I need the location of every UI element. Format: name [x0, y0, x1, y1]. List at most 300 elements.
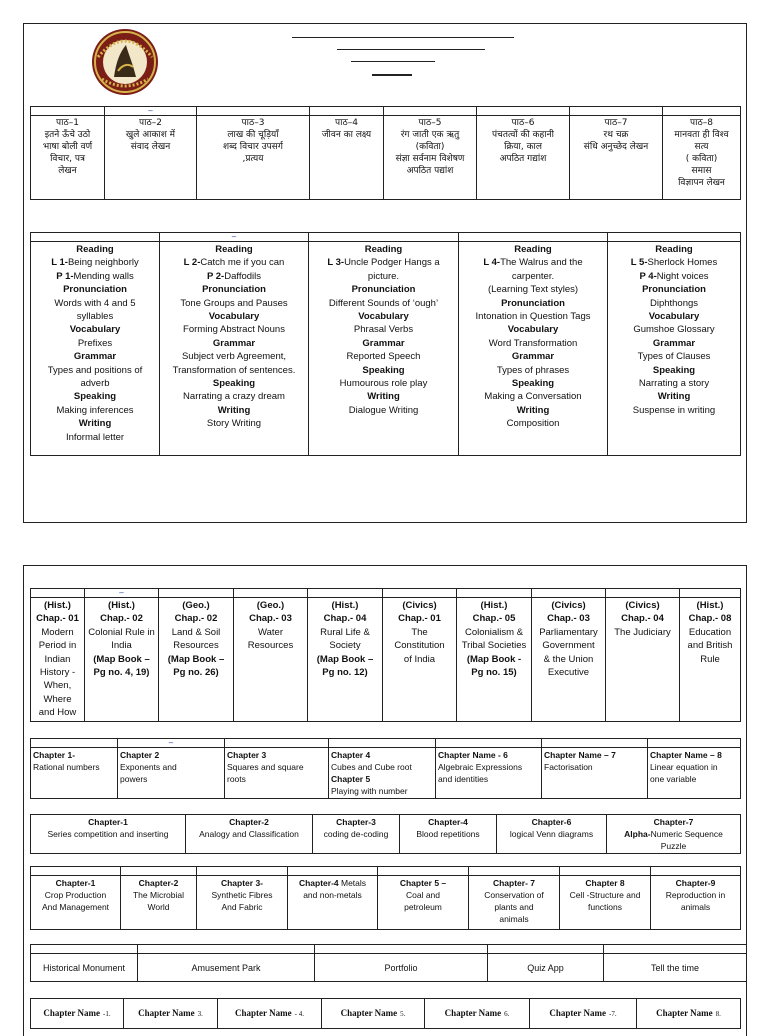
english-line: [162, 377, 306, 390]
sst-map-ref: Pg no. 12): [322, 667, 368, 679]
english-line: [162, 310, 306, 323]
english-line-bold: P 1-: [56, 270, 74, 282]
english-line: [311, 404, 456, 417]
header-dash: –: [85, 589, 159, 598]
science-header-row: [31, 867, 741, 876]
english-line-bold: P 2-: [206, 270, 225, 282]
science-chapter-label: [471, 877, 557, 889]
english-unit-cell: [160, 242, 309, 456]
sst-map-ref: (Map Book -: [466, 653, 522, 665]
reasoning-chapter-title: [188, 828, 310, 840]
sst-chapter-cell: [31, 598, 85, 722]
english-line-text: Catch me if you can: [200, 257, 285, 269]
english-line-text: Story Writing: [206, 418, 262, 430]
chapter-name-suffix: 5.: [400, 1010, 406, 1018]
lesson-topic: ( कविता): [685, 154, 718, 164]
english-line: [33, 364, 157, 377]
sst-chapter-title: Executive: [547, 667, 590, 679]
sst-chapter-label: (Geo.): [182, 600, 210, 611]
english-line: [311, 310, 456, 323]
hindi-lesson-cell: [384, 116, 477, 200]
lesson-topic: अपठित पद्यांश: [406, 166, 454, 176]
english-line: [461, 297, 605, 310]
reasoning-content-row: [31, 815, 741, 854]
english-line: [610, 350, 738, 363]
science-chapter-title: Coal and: [405, 890, 441, 900]
english-line: [162, 404, 306, 417]
science-chapter-title: And Management: [41, 902, 110, 912]
sst-chapter-cell: [680, 598, 741, 722]
english-line-bold: Speaking: [362, 364, 405, 376]
english-line: [33, 404, 157, 417]
reasoning-chapter-cell: [400, 815, 497, 854]
lesson-topic: संधि अनुच्छेद लेखन: [583, 142, 649, 152]
reasoning-title-text: Series competition and inserting: [47, 829, 169, 839]
reasoning-title-text: Blood repetitions: [416, 829, 480, 839]
english-line: [162, 256, 306, 269]
maths-chapter-cell: [436, 748, 542, 799]
lesson-topic: रंग जाती एक ऋतु: [400, 130, 460, 140]
header-dash: –: [105, 107, 197, 116]
lesson-topic: क्रिया, काल: [504, 142, 542, 152]
chapter-name-cell: [322, 999, 425, 1029]
english-line-bold: Pronunciation: [202, 284, 266, 296]
chapter-name-label: Chapter Name: [444, 1008, 502, 1018]
sst-chapter-title: Parliamentary: [539, 626, 598, 638]
english-line-bold: Writing: [78, 418, 112, 430]
english-line-text: Word Transformation: [488, 337, 578, 349]
lesson-topic: खुले आकाश में: [125, 130, 176, 140]
english-line: [610, 256, 738, 269]
english-line: [610, 270, 738, 283]
sst-chapter-label: Chap.- 03: [249, 613, 292, 625]
reasoning-chapter-title: [609, 840, 738, 852]
english-line-bold: L 5-: [630, 257, 648, 269]
english-line: [33, 297, 157, 310]
chapter-name-cell: [124, 999, 218, 1029]
reasoning-chapter-title: [402, 828, 494, 840]
chapter-name-suffix: - 4.: [294, 1010, 304, 1018]
sst-chapter-title: and How: [38, 707, 77, 719]
reasoning-chapter-title: [315, 828, 397, 840]
english-line: [33, 350, 157, 363]
sst-chapter-title: Rule: [700, 653, 720, 665]
sst-chapter-label: (Hist.): [696, 600, 724, 611]
english-line-bold: L 1-: [51, 257, 68, 269]
english-line: [33, 270, 157, 283]
science-chapter-title: Conservation of: [484, 890, 544, 900]
lesson-topic: सत्य: [694, 142, 709, 152]
english-line: [311, 243, 456, 256]
sst-chapter-cell: [85, 598, 159, 722]
sst-chapter-cell: [159, 598, 234, 722]
sst-chapter-cell: [606, 598, 680, 722]
english-unit-cell: [309, 242, 459, 456]
science-label-bold: Chapter 5 –: [399, 878, 447, 888]
sst-chapter-label: Chap.- 01: [36, 613, 79, 625]
english-line: [162, 270, 306, 283]
heading-line-2: [337, 49, 485, 50]
english-line-bold: Pronunciation: [501, 297, 565, 309]
english-line: [162, 417, 306, 430]
maths-syllabus-table: [30, 738, 741, 799]
english-line-text: Night voices: [656, 270, 709, 282]
english-line-text: Sherlock Homes: [647, 257, 718, 269]
science-chapter-title: Cell -Structure and: [569, 890, 641, 900]
english-line: [33, 323, 157, 336]
sst-chapter-label: (Hist.): [480, 600, 508, 611]
lesson-topic: शब्द विचार उपसर्ग: [223, 142, 283, 152]
english-line-text: Narrating a crazy dream: [183, 391, 285, 403]
sst-chapter-title: and British: [687, 640, 733, 652]
english-unit-cell: [459, 242, 608, 456]
english-line: [610, 404, 738, 417]
sst-chapter-label: (Hist.): [331, 600, 359, 611]
sst-chapter-title: India: [111, 640, 132, 652]
reasoning-chapter-label: Chapter-2: [229, 817, 269, 827]
english-line-text: Making inferences: [56, 404, 134, 416]
lesson-topic: विचार, पत्र: [50, 154, 85, 164]
sst-chapter-title: Period in: [38, 640, 77, 652]
science-chapter-label: [290, 877, 375, 889]
reasoning-chapter-cell: [313, 815, 400, 854]
maths-chapter-title: Cubes and Cube root: [331, 762, 412, 772]
english-line: [33, 256, 157, 269]
english-line: [33, 243, 157, 256]
lesson-title: पाठ–8: [690, 118, 713, 128]
english-line-bold: Reading: [655, 244, 693, 255]
lesson-topic: संज्ञा सर्वनाम विशेषण: [395, 154, 465, 164]
english-line-bold: Reading: [215, 244, 253, 255]
sst-chapter-title: Colonial Rule in: [88, 626, 155, 638]
english-line: [461, 310, 605, 323]
maths-chapter-title: Rational numbers: [33, 762, 100, 772]
english-line: [311, 377, 456, 390]
english-line-text: Mending walls: [73, 270, 134, 282]
sst-header-row: [31, 589, 741, 598]
english-line-text: Transformation of sentences.: [172, 364, 296, 376]
english-line-bold: Grammar: [362, 337, 405, 349]
sst-chapter-label: Chap.- 01: [398, 613, 441, 625]
english-line: [162, 297, 306, 310]
english-line: [610, 283, 738, 296]
sst-chapter-title: Colonialism &: [464, 626, 524, 638]
sst-chapter-label: Chap.- 05: [472, 613, 516, 625]
maths-chapter-title: Exponents and: [120, 762, 177, 772]
header-dash: –: [160, 233, 309, 242]
maths-chapter-title: roots: [227, 774, 246, 784]
chapter-name-label: Chapter Name: [340, 1008, 398, 1018]
reasoning-chapter-cell: [186, 815, 313, 854]
sst-chapter-title: The: [411, 626, 428, 638]
science-chapter-cell: [469, 876, 560, 930]
header-dash: –: [118, 739, 225, 748]
reasoning-title-text: logical Venn diagrams: [509, 829, 594, 839]
science-chapter-title: plants and: [494, 902, 534, 912]
english-line-text: Suspense in writing: [632, 404, 716, 416]
science-chapter-cell: [31, 876, 121, 930]
sst-content-row: [31, 598, 741, 722]
maths-chapter-title: Linear equation in: [650, 762, 718, 772]
chapter-name-cell: [425, 999, 530, 1029]
english-line-bold: Speaking: [73, 391, 117, 403]
lesson-topic: पंचतत्वों की कहानी: [492, 130, 554, 140]
english-content-row: [31, 242, 741, 456]
english-line-bold: Grammar: [73, 351, 117, 363]
chapter-name-suffix: -7.: [608, 1010, 617, 1018]
science-chapter-label: [380, 877, 466, 889]
reasoning-chapter-title: [499, 828, 604, 840]
chapter-name-label: Chapter Name: [138, 1008, 195, 1018]
english-line: [461, 404, 605, 417]
maths-header-row: [31, 739, 741, 748]
sst-chapter-label: Chap.- 04: [621, 613, 664, 625]
chapter-name-label: Chapter Name: [235, 1008, 292, 1018]
science-chapter-label: [562, 877, 648, 889]
lesson-title: पाठ–1: [56, 118, 79, 128]
science-label-bold: Chapter-1: [55, 878, 96, 888]
english-line-text: syllables: [76, 311, 114, 323]
english-line-bold: Pronunciation: [351, 284, 416, 296]
hindi-lesson-cell: [105, 116, 197, 200]
sst-chapter-title: Resources: [173, 640, 219, 652]
english-line: [461, 256, 605, 269]
english-line: [311, 337, 456, 350]
chapter-name-label: Chapter Name: [656, 1008, 713, 1018]
english-unit-cell: [608, 242, 741, 456]
sst-chapter-title: Society: [329, 640, 361, 652]
science-label-text: Metals: [338, 878, 367, 888]
english-line-bold: L 2-: [183, 257, 201, 269]
sst-chapter-label: Chap.- 03: [547, 613, 590, 625]
english-line-bold: Reading: [364, 244, 403, 255]
english-line-bold: Vocabulary: [358, 311, 409, 323]
maths-chapter-cell: [225, 748, 329, 799]
english-line-text: Different Sounds of ‘ough’: [328, 297, 439, 309]
english-line: [311, 390, 456, 403]
sst-chapter-label: (Geo.): [256, 600, 285, 611]
science-chapter-title: And Fabric: [221, 902, 263, 912]
projects-table: [30, 944, 747, 982]
lesson-title: पाठ–7: [604, 118, 628, 128]
english-line: [162, 364, 306, 377]
english-line-bold: Vocabulary: [507, 324, 559, 336]
science-chapter-label: [33, 877, 118, 889]
reasoning-syllabus-table: [30, 814, 741, 854]
english-line: [162, 350, 306, 363]
science-chapter-label: [123, 877, 194, 889]
sst-chapter-label: Chap.- 04: [323, 613, 367, 625]
project-cell: Historical Monument: [31, 954, 138, 982]
science-syllabus-table: [30, 866, 741, 930]
english-line-text: Informal letter: [65, 431, 125, 443]
chapter-name-suffix: 8.: [715, 1010, 721, 1018]
english-line: [610, 390, 738, 403]
sst-chapter-title: & the Union: [543, 653, 594, 665]
english-line-bold: Speaking: [212, 378, 256, 390]
hindi-lesson-cell: [477, 116, 570, 200]
english-line: [33, 310, 157, 323]
reasoning-chapter-label: Chapter-6: [531, 817, 572, 827]
lesson-topic: जीवन का लक्ष्य: [321, 130, 372, 140]
science-chapter-title: World: [147, 902, 170, 912]
lesson-topic: विज्ञापन लेखन: [678, 178, 725, 188]
english-line-bold: Grammar: [652, 337, 696, 349]
reasoning-chapter-label: Chapter-1: [88, 817, 128, 827]
english-line-text: Types of Clauses: [637, 351, 711, 363]
sst-chapter-title: Resources: [247, 640, 294, 652]
maths-chapter-cell: [329, 748, 436, 799]
english-line-bold: Pronunciation: [642, 284, 706, 296]
chapter-name-suffix: 6.: [504, 1010, 510, 1018]
sst-chapter-title: Water: [258, 626, 283, 638]
heading-line-1: [292, 37, 514, 38]
english-line: [461, 337, 605, 350]
maths-chapter-label: Chapter Name - 6: [438, 750, 508, 760]
english-line: [311, 297, 456, 310]
science-chapter-title: Synthetic Fibres: [211, 890, 273, 900]
lesson-topic: मानवता ही विश्व: [674, 130, 729, 140]
english-line-text: Gumshoe Glossary: [633, 324, 715, 336]
chapter-name-suffix: 3.: [197, 1010, 203, 1018]
hindi-syllabus-table: [30, 106, 741, 200]
maths-chapter-cell: [648, 748, 741, 799]
reasoning-chapter-label: Chapter-4: [428, 817, 468, 827]
english-line: [461, 377, 605, 390]
english-line-bold: Writing: [367, 391, 400, 403]
english-line: [610, 337, 738, 350]
maths-chapter-label: Chapter Name – 8: [650, 750, 722, 760]
sst-map-ref: (Map Book –: [316, 653, 374, 665]
english-line-bold: Speaking: [652, 364, 696, 376]
sst-map-ref: (Map Book –: [93, 653, 150, 665]
maths-chapter-title: Playing with number: [331, 786, 408, 796]
english-line-text: Subject verb Agreement,: [181, 351, 287, 363]
science-chapter-title: The Microbial: [132, 890, 185, 900]
sst-chapter-cell: [532, 598, 606, 722]
english-line-text: Intonation in Question Tags: [475, 311, 591, 323]
science-chapter-title: functions: [587, 902, 623, 912]
hindi-content-row: [31, 116, 741, 200]
project-cell: Quiz App: [488, 954, 604, 982]
maths-chapter-label: Chapter Name – 7: [544, 750, 616, 760]
sst-chapter-title: When,: [43, 680, 72, 692]
sst-chapter-title: Constitution: [394, 640, 445, 652]
science-chapter-cell: [121, 876, 197, 930]
english-line: [610, 310, 738, 323]
english-line-bold: L 4-: [483, 257, 501, 269]
maths-chapter-title: Squares and square: [227, 762, 304, 772]
sst-chapter-title: Education: [688, 626, 732, 638]
lesson-topic: इतने ऊँचे उठो: [44, 130, 91, 140]
maths-chapter-label: Chapter 5: [331, 774, 371, 784]
lesson-title: पाठ–4: [335, 118, 358, 128]
english-line: [311, 323, 456, 336]
science-label-bold: Chapter 8: [585, 878, 625, 888]
english-line-text: Uncle Podger Hangs a: [344, 257, 440, 269]
english-line-bold: Vocabulary: [208, 311, 260, 323]
science-chapter-label: [199, 877, 285, 889]
english-line-text: Words with 4 and 5: [54, 297, 136, 309]
science-label-bold: Chapter- 7: [492, 878, 536, 888]
english-line-bold: Speaking: [511, 378, 555, 390]
sst-chapter-title: Indian: [44, 653, 71, 665]
english-line-bold: Writing: [657, 391, 691, 403]
sst-chapter-title: Where: [43, 693, 72, 705]
sst-chapter-title: Modern: [41, 626, 74, 638]
sst-syllabus-table: [30, 588, 741, 722]
science-chapter-cell: [288, 876, 378, 930]
reasoning-chapter-title: [33, 828, 183, 840]
sst-chapter-cell: [308, 598, 383, 722]
english-line: [610, 243, 738, 256]
science-chapter-title: animals: [680, 902, 711, 912]
reasoning-title-text: Puzzle: [660, 841, 687, 851]
sst-map-ref: (Map Book –: [167, 653, 225, 665]
english-line-bold: L 3-: [327, 257, 345, 269]
english-line: [162, 283, 306, 296]
english-line: [162, 323, 306, 336]
hindi-lesson-cell: [570, 116, 663, 200]
lesson-topic: (कविता): [415, 142, 445, 152]
maths-chapter-title: Factorisation: [544, 762, 593, 772]
hindi-lesson-cell: [197, 116, 310, 200]
sst-chapter-title: Land & Soil: [171, 626, 221, 638]
english-line-text: Daffodils: [224, 270, 262, 282]
english-line-bold: Vocabulary: [648, 311, 700, 323]
english-line-text: The Walrus and the: [500, 257, 583, 269]
sst-chapter-title: The Judiciary: [614, 626, 671, 638]
lesson-topic: भाषा बोली वर्ण: [42, 142, 93, 152]
english-line-bold: Reading: [76, 244, 114, 255]
lesson-topic: संवाद लेखन: [130, 142, 171, 152]
english-line-text: carpenter.: [511, 270, 555, 282]
science-chapter-cell: [197, 876, 288, 930]
english-line: [33, 283, 157, 296]
english-line-text: Making a Conversation: [484, 391, 582, 403]
hindi-lesson-cell: [31, 116, 105, 200]
english-line-bold: P 4-: [639, 270, 657, 282]
lesson-topic: रथ चक्र: [603, 130, 629, 140]
science-chapter-cell: [651, 876, 741, 930]
english-line: [162, 390, 306, 403]
maths-chapter-cell: [542, 748, 648, 799]
english-line-bold: Writing: [217, 404, 251, 416]
maths-chapter-label: Chapter 3: [227, 750, 267, 760]
school-logo-emblem: [86, 27, 164, 97]
chapter-name-cell: [637, 999, 741, 1029]
english-line: [311, 350, 456, 363]
english-line: [311, 256, 456, 269]
maths-chapter-cell: [31, 748, 118, 799]
maths-chapter-title: and identities: [438, 774, 489, 784]
english-line-bold: Reading: [514, 244, 552, 255]
english-line: [33, 377, 157, 390]
english-line: [33, 390, 157, 403]
english-line: [610, 297, 738, 310]
lesson-title: पाठ–3: [241, 118, 265, 128]
reasoning-chapter-cell: [607, 815, 741, 854]
science-chapter-title: Reproduction in: [665, 890, 726, 900]
english-line: [610, 364, 738, 377]
chapter-name-table: [30, 998, 741, 1029]
sst-chapter-label: Chap.- 08: [688, 613, 732, 625]
reasoning-chapter-label: Chapter-3: [336, 817, 376, 827]
english-unit-cell: [31, 242, 160, 456]
english-line: [461, 283, 605, 296]
english-line: [461, 350, 605, 363]
hindi-lesson-cell: [310, 116, 384, 200]
